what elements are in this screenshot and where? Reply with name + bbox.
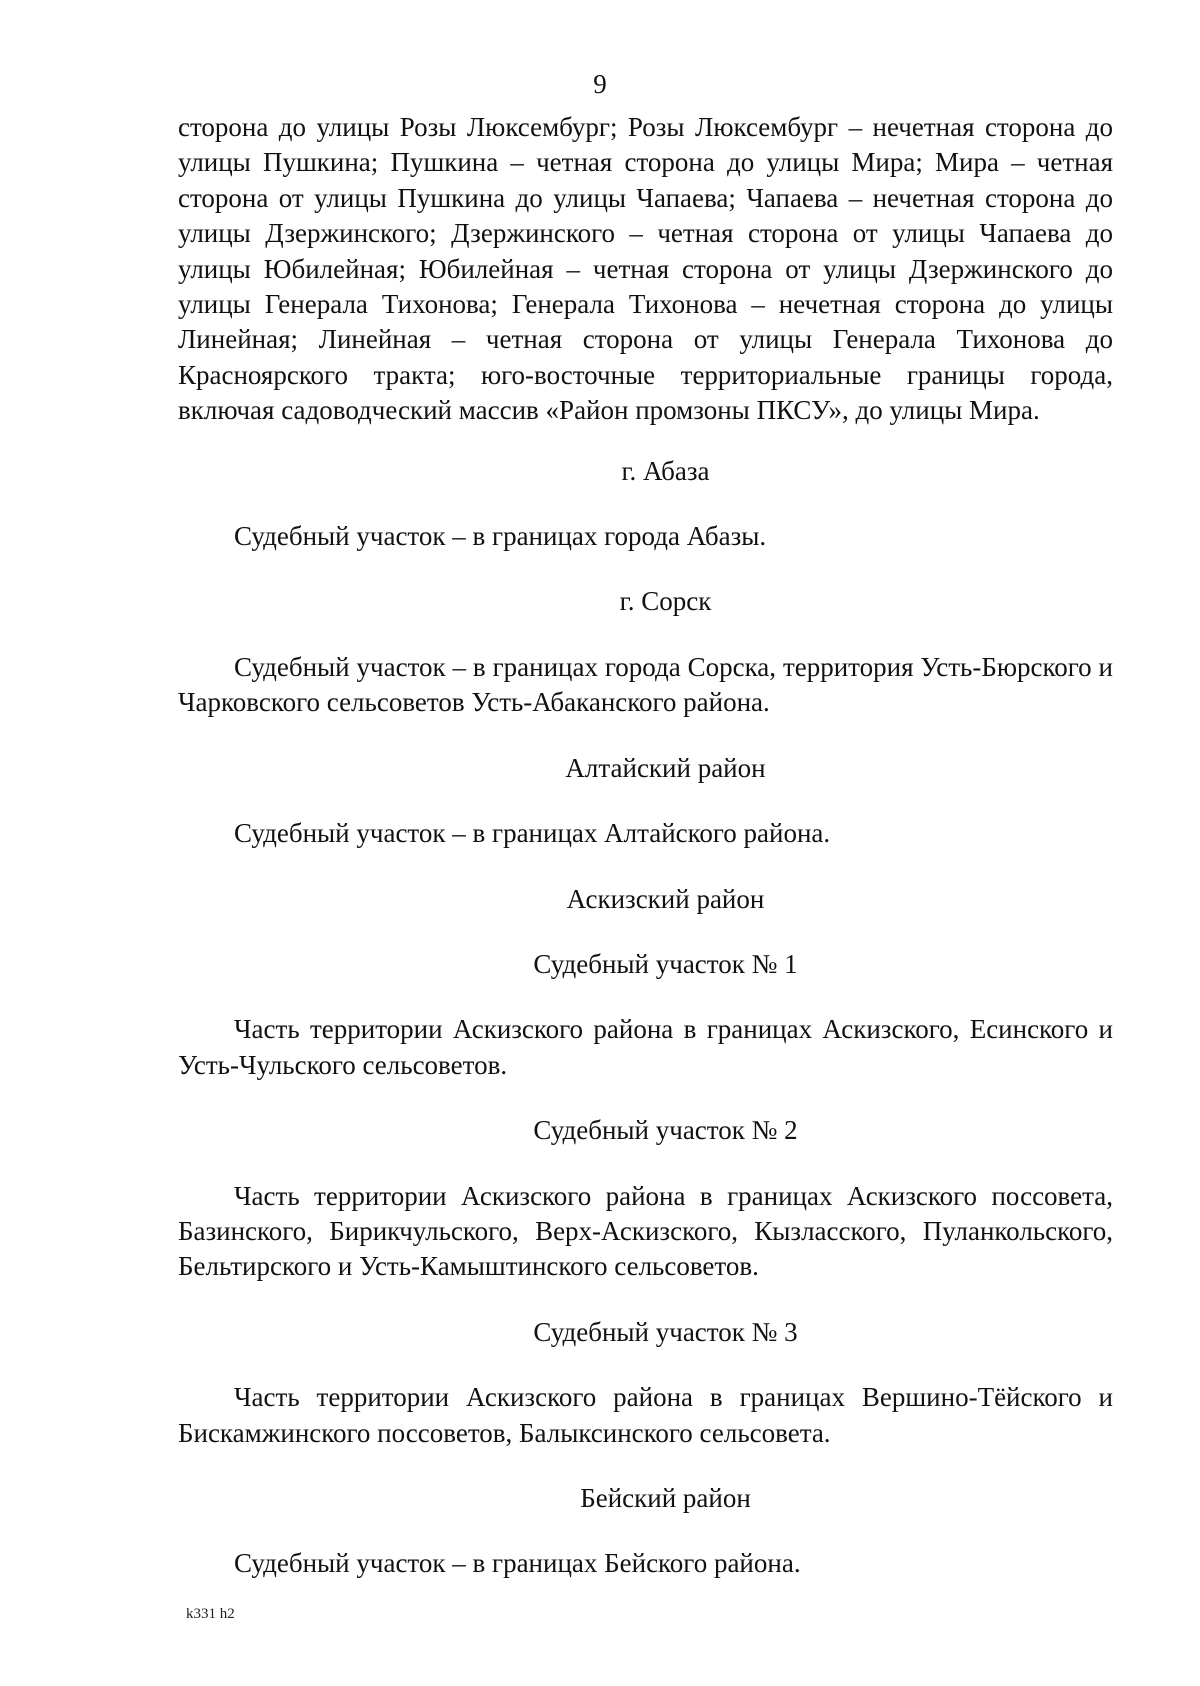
document-body bbox=[178, 110, 1113, 1582]
heading-bei: Бейский район bbox=[580, 1482, 751, 1513]
heading-askiz-plot-2: Судебный участок № 2 bbox=[533, 1115, 798, 1146]
heading-askiz-plot-1: Судебный участок № 1 bbox=[533, 948, 798, 979]
heading-abaza: г. Абаза bbox=[621, 455, 710, 486]
heading-sorsk: г. Сорск bbox=[619, 586, 712, 617]
heading-askiz-plot-3: Судебный участок № 3 bbox=[533, 1316, 798, 1347]
paragraph-askiz-plot-1: Часть территории Аскизского района в границах Аскизского, Есинского и Усть-Чульского сельсоветов. bbox=[178, 1014, 1113, 1080]
paragraph-continuation: сторона до улицы Розы Люксембург; Розы Люксембург – нечетная сторона до улицы Пушкина; Пушкина – четная сторона до улицы Мира; Мира – четная сторона от улицы Пушкина до улицы Чапаева; Чапаева – нечетная сторона до улицы Дзержинского; Дзержинского – четная сторона от улицы Чапаева до улицы Юбилейная; Юбилейная – четная сторона от улицы Дзержинского до улицы Генерала Тихонова; Генерала Тихонова – нечетная сторона до улицы Линейная; Линейная – четная сторона от улицы Генерала Тихонова до Красноярского тракта; юго-восточные территориальные границы города, включая садоводческий массив «Район промзоны ПКСУ», до улицы Мира. bbox=[178, 112, 1113, 426]
paragraph-askiz-plot-3: Часть территории Аскизского района в границах Вершино-Тёйского и Бискамжинского поссоветов, Балыксинского сельсовета. bbox=[178, 1382, 1113, 1448]
footer-document-code: k331 h2 bbox=[186, 1606, 235, 1622]
paragraph-askiz-plot-2: Часть территории Аскизского района в границах Аскизского поссовета, Базинского, Бирикчульского, Верх-Аскизского, Кызласского, Пуланкольского, Бельтирского и Усть-Камыштинского сельсоветов. bbox=[178, 1180, 1113, 1282]
paragraph-abaza: Судебный участок – в границах города Абазы. bbox=[234, 521, 767, 552]
page-number: 9 bbox=[593, 69, 607, 99]
paragraph-altai: Судебный участок – в границах Алтайского района. bbox=[234, 818, 831, 849]
paragraph-bei: Судебный участок – в границах Бейского района. bbox=[234, 1548, 801, 1579]
heading-askiz: Аскизский район bbox=[566, 883, 765, 914]
heading-altai: Алтайский район bbox=[565, 752, 766, 783]
paragraph-sorsk: Судебный участок – в границах города Сорска, территория Усть-Бюрского и Чарковского сельсоветов Усть-Абаканского района. bbox=[178, 651, 1113, 718]
